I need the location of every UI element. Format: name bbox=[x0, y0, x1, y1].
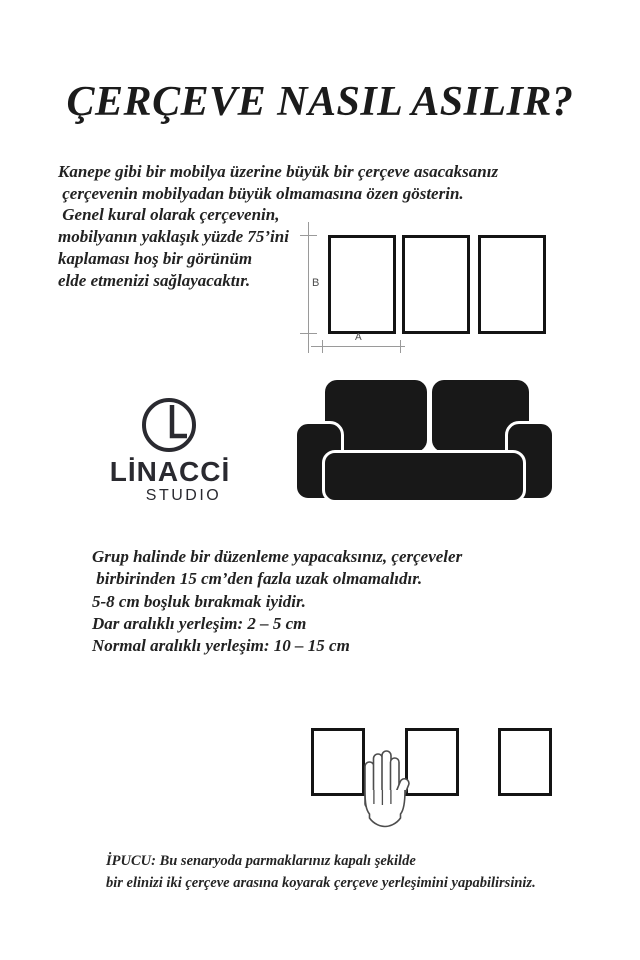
dimension-tick bbox=[300, 333, 317, 334]
height-dimension-label: B bbox=[312, 277, 320, 289]
frame-rect bbox=[402, 235, 470, 334]
spacing-line: Dar aralıklı yerleşim: 2 – 5 cm bbox=[92, 613, 307, 633]
spacing-paragraph bbox=[92, 546, 462, 657]
intro-line: mobilyanın yaklaşık yüzde 75’ini bbox=[58, 227, 289, 247]
intro-line: Kanepe gibi bir mobilya üzerine büyük bir çerçeve asacaksanız bbox=[58, 162, 499, 181]
tip-text bbox=[106, 851, 536, 895]
spacing-line: 5-8 cm boşluk bırakmak iyidir. bbox=[92, 591, 306, 611]
brand-logo bbox=[100, 392, 250, 510]
clock-logo-icon bbox=[100, 392, 250, 454]
frame-rect bbox=[405, 728, 459, 796]
tip-line: bir elinizi iki çerçeve arasına koyarak çerçeve yerleşimini yapabilirsiniz. bbox=[106, 874, 536, 891]
dimension-tick bbox=[300, 235, 317, 236]
frame-rect bbox=[328, 235, 396, 334]
page-title: ÇERÇEVE NASIL ASILIR? bbox=[66, 79, 574, 125]
frame-rect bbox=[478, 235, 546, 334]
intro-line: Genel kural olarak çerçevenin, bbox=[58, 205, 280, 225]
brand-subtitle: STUDIO bbox=[145, 487, 222, 504]
width-dimension-line bbox=[311, 346, 405, 347]
dimension-tick bbox=[322, 340, 323, 353]
frame-rect bbox=[311, 728, 365, 796]
hand-spacing-diagram bbox=[0, 700, 640, 840]
spacing-line: birbirinden 15 cm’den fazla uzak olmamalıdır. bbox=[92, 569, 423, 589]
spacing-line: Normal aralıklı yerleşim: 10 – 15 cm bbox=[92, 636, 350, 656]
sofa-icon bbox=[293, 378, 557, 504]
width-dimension-label: A bbox=[355, 332, 362, 343]
dimension-tick bbox=[400, 340, 401, 353]
frame-rect bbox=[498, 728, 552, 796]
frame-size-diagram bbox=[300, 220, 560, 358]
tip-line: İPUCU: Bu senaryoda parmaklarınız kapalı şekilde bbox=[106, 853, 416, 869]
intro-line: çerçevenin mobilyadan büyük olmamasına özen gösterin. bbox=[58, 183, 464, 203]
intro-line: kaplaması hoş bir görünüm bbox=[58, 248, 253, 268]
sofa-seat bbox=[322, 450, 526, 503]
intro-line: elde etmenizi sağlayacaktır. bbox=[58, 270, 251, 290]
brand-name: LİNACCİ bbox=[109, 456, 231, 487]
hand-icon bbox=[360, 748, 412, 830]
spacing-line: Grup halinde bir düzenleme yapacaksınız, çerçeveler bbox=[92, 547, 463, 566]
